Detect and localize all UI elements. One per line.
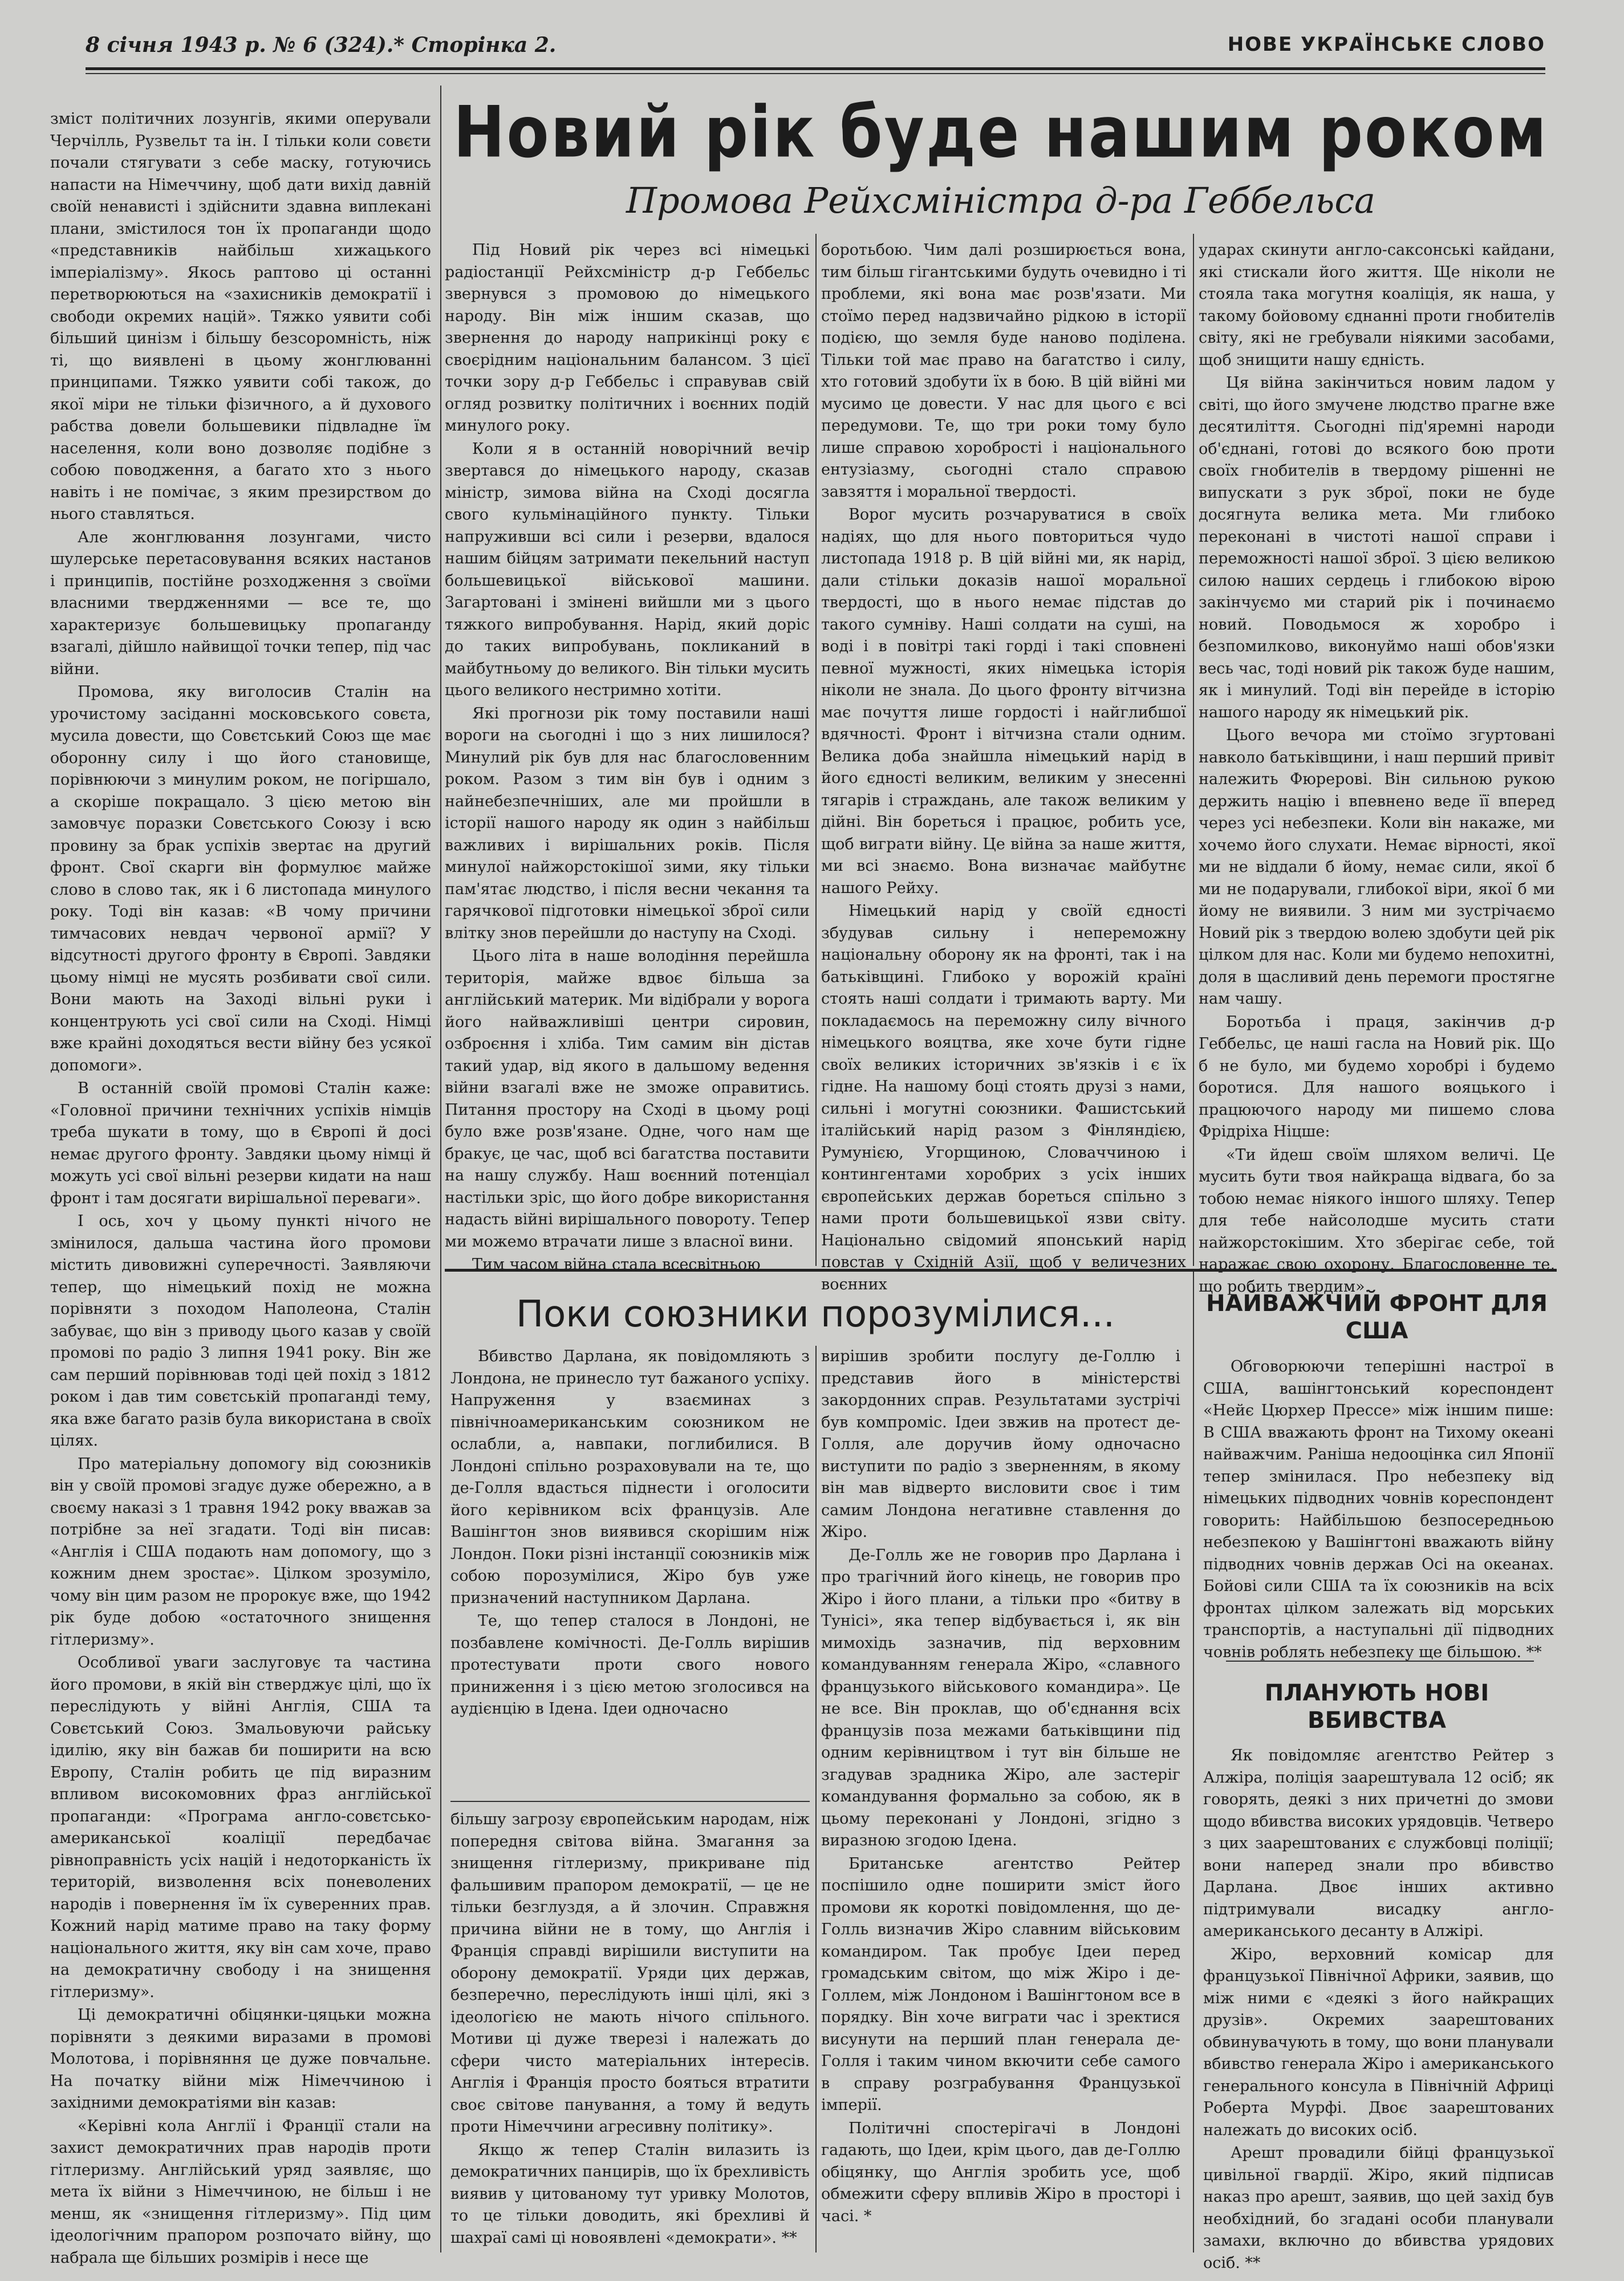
paragraph: Як повідомляє агентство Рейтер з Алжіра, поліція заарештувала 12 осіб; як говорять, деякі з них причетні до змови щодо вбивства високих урядовців. Четверо з цих заарештованих є службовці поліції; вони наперед знали про вбивство Дарлана. Двоє інших активно підтримували висадку англо-американського десанту в Алжірі.: [1203, 1747, 1554, 1940]
paragraph: Ці демократичні обіцянки-цяцьки можна порівняти з деякими виразами в промові Молотова, і порівняння це дуже повчальне. На початку війни між Німеччиною і західними демократіями він казав:: [50, 2006, 431, 2112]
murders-article-title: ПЛАНУЮТЬ НОВІ ВБИВСТВА: [1264, 1680, 1489, 1734]
newspaper-name: НОВЕ УКРАЇНСЬКЕ СЛОВО: [1227, 33, 1545, 56]
paragraph: І ось, хоч у цьому пункті нічого не змінилося, дальша частина його промови містить дивовижні суперечності. Заявляючи тепер, що німецький похід не можна порівняти з походом Наполеона, Сталін забуває, що він з приводу цього казав у своїй промові по радіо 3 липня 1941 року. Він же сам перший порівнював тоді цей похід з 1812 роком і дав тим совєтській пропаганді тему, яка вже багато разів була використана в своїх цілях.: [50, 1212, 431, 1450]
paragraph: Цього вечора ми стоїмо згуртовані навколо батьківщини, і наш перший привіт належить Фюрерові. Він сильною рукою держить націю і впевнено веде її вперед через усі небезпеки. Коли він накаже, ми хочемо його слухати. Немає вірності, якої ми не віддали б йому, немає сили, якої б ми не подарували, глибокої віри, якої б ми йому не виявили. З ним ми зустрічаємо Новий рік з твердою волею здобути цей рік цілком для нас. Коли ми будемо непохитні, доля в щасливий день перемоги простягне нам чашу.: [1199, 726, 1555, 1008]
paragraph: Коли я в останній новорічний вечір звертався до німецького народу, сказав міністр, зимова війна на Сході досягла свого кульмінаційного пункту. Тільки напруживши всі сили і резерви, вдалося нашим бійцям затримати пекельний наступ большевицької військової машини. Загартовані і змінені вийшли ми з цього тяжкого випробування. Нарід, який доріс до таких випробувань, покликаний в майбутньому до великого. Він тільки мусить цього великого нестримно хотіти.: [445, 440, 810, 699]
issue-date: 8 січня 1943 р. № 6 (324).* Сторінка 2.: [86, 33, 557, 57]
paragraph: зміст політичних лозунгів, якими оперували Черчілль, Рузвельт та ін. І тільки коли совєти почали стягувати з себе маску, готуючись напасти на Німеччину, щоб дати вихід давній своїй ненависті і здійснити здавна виплекані плани, змістилося тон їх пропаганди щодо «представників найбільш хижацького імперіалізму». Якось раптово ці останні перетворюються на «захисників демократії і свободи окремих націй». Тяжко уявити собі більший цинізм і більшу безсоромність, ніж ті, що виявлені в цьому жонглюванні принципами. Тяжко уявити собі також, до якої міри не тільки фізичного, а й духового рабства довели большевики підвладне їм населення, коли воно дозволяє подібне з собою поводження, а багато хто з нього навіть і не помічає, з яким презирством до нього ставляться.: [50, 110, 431, 523]
column-divider: [440, 86, 441, 2252]
continuation-rule: [450, 1801, 810, 1802]
column-divider: [1193, 234, 1194, 1266]
section-rule: [445, 1269, 1557, 1272]
paragraph: ударах скинути англо-саксонські кайдани, які стискали його життя. Ще ніколи не стояла така могутня коаліція, як наша, у такому бойовому єднанні проти гнобителів світу, які не гребували ніякими засобами, щоб знищити нашу єдність.: [1199, 241, 1555, 369]
paragraph: Обговорюючи теперішні настрої в США, вашінгтонський кореспондент «Нейє Цюрхер Прессе» між іншим пише: В США вважають фронт на Тихому океані найважчим. Раніша недооцінка сил Японії тепер змінилася. Про небезпеку від німецьких підводних човнів кореспондент говорить: Найбільшою безпосередньою небезпекою у Вашінгтоні вважають війну підводних човнів держав Осі на океанах. Бойові сили США та їх союзників на всіх фронтах цілком залежать від морських транспортів, а наступальні дії підводних човнів роблять небезпеку ще більшою. **: [1203, 1358, 1554, 1661]
page-header: [86, 27, 1545, 67]
paragraph: Те, що тепер сталося в Лондоні, не позбавлене комічності. Де-Голль вирішив протестувати проти свого нового приниження і з цією метою зголосився на аудієнцію в Ідена. Ідеи одночасно: [450, 1612, 810, 1718]
paragraph: Політичні спостерігачі в Лондоні гадають, що Ідеи, крім цього, дав де-Голлю обіцянку, що Англія зробить усе, щоб обмежити сферу впливів Жіро в просторі і часі. *: [821, 2119, 1180, 2225]
header-rule-thin: [86, 73, 1545, 74]
paragraph: Промова, яку виголосив Сталін на урочистому засіданні московського совєта, мусила довести, що Совєтський Союз ще має оборонну силу і що його становище, порівнюючи з минулим роком, не погіршало, а скоріше покращало. З цією метою він замовчує поразки Совєтського Союзу і всю провину за брак успіхів звертає на другий фронт. Свої скарги він формулює майже слово в слово так, як і 6 листопада минулого року. Тоді він казав: «В чому причини тимчасових невдач червоної армії? У відсутності другого фронту в Європі. Завдяки цьому німці не мусять розбивати свої сили. Вони мають на Заході вільні руки і концентрують усі свої сили на Сході. Німці вже крайні доходяться вести війну без усякої допомоги».: [50, 683, 431, 1074]
paragraph: Боротьба і праця, закінчив д-р Геббельс, це наші гасла на Новий рік. Що б не було, ми будемо хоробрі і будемо боротися. Для нашого вояцького і працюючого народу ми пишемо слова Фрідріха Ніцше:: [1199, 1013, 1555, 1140]
paragraph: Які прогнози рік тому поставили наші вороги на сьогодні і що з них лишилося? Минулий рік був для нас благословенним роком. Разом з тим він був і одним з найнебезпечніших, але ми пройшли в історії нашого народу як один з найбільш важливих і вирішальних років. Після минулої найжорстокішої зими, яку тільки пам'ятає людство, і після весни чекання та гарячкової підготовки німецької зброї сили влітку знов перейшли до наступу на Сході.: [445, 704, 810, 942]
paragraph: В останній своїй промові Сталін каже: «Головної причини технічних успіхів німців треба шукати в тому, що в Європі й досі немає другого фронту. Завдяки цьому німці й можуть усі свої вільні резерви кидати на наш фронт і там досягати вирішальної переваги».: [50, 1079, 431, 1207]
allies-article-title: Поки союзники порозумілися...: [515, 1293, 1115, 1336]
paragraph: вирішив зробити послугу де-Голлю і представив його в міністерстві закордонних справ. Результатами зустрічі був компроміс. Ідеи звжив на протест де-Голля, але доручив йому одночасно виступити по радіо з зверненням, в якому він мав відверто висловити своє і тим самим Лондона негативне ставлення до Жіро.: [821, 1348, 1180, 1541]
main-article-column-1: [445, 240, 810, 1273]
main-article-title: Новий рік буде нашим роком: [453, 91, 1548, 174]
paragraph: більшу загрозу європейським народам, ніж попередня світова війна. Змагання за знищення гітлеризму, прикриване під фальшивим прапором демократії, — це не тільки безглуздя, а й злочин. Справжня причина війни не в тому, що Англія і Франція справді вирішили виступити на оборону демократії. Уряди цих держав, безперечно, переслідують інші цілі, які з ідеологією не мають нічого спільного. Мотиви ці дуже тверезі і належать до сфери чисто матеріальних інтересів. Англія і Франція просто бояться втратити своє світове панування, а тому й ведуть проти Німеччини агресивну політику».: [450, 1811, 810, 2136]
paragraph: Арешт провадили бійці французької цивільної гвардії. Жіро, який підписав наказ про арешт, заявив, що цей захід був необхідний, бо згадані особи планували замахи, включно до вбивства урядових осіб. **: [1203, 2144, 1554, 2272]
usa-article-title: НАЙВАЖЧИЙ ФРОНТ ДЛЯ США: [1206, 1290, 1548, 1344]
paragraph: Британське агентство Рейтер поспішило одне поширити зміст його промови як короткі повідомлення, що де-Голль визначив Жіро славним військовим командиром. Так пробує Ідеи перед громадським світом, що між Жіро і де-Голлем, між Лондоном і Вашінгтоном все в порядку. Він хоче виграти час і зректися висунути на перший план генерала де-Голля і таким чином вкючити себе самого в справу розграбування Французької імперії.: [821, 1854, 1180, 2114]
paragraph: Під Новий рік через всі німецькі радіостанції Рейхсміністр д-р Геббельс звернувся з промовою до німецького народу. Він між іншим сказав, що звернення до народу наприкінці року є своєрідним національним балансом. З цієї точки зору д-р Геббельс і справував свій огляд розвитку політичних і воєнних подій минулого року.: [445, 241, 810, 435]
header-rule: [86, 67, 1545, 70]
column-divider: [1193, 1272, 1194, 2252]
paragraph: Вбивство Дарлана, як повідомляють з Лондона, не принесло тут бажаного успіху. Напруження у взаєминах з північноамериканським союзником не ослабли, а, навпаки, поглибилися. В Лондоні спільно розраховували на те, що де-Голля вдасться піднести і оголосити його керівником всіх французів. Але Вашінгтон знов виявився скорішим ніж Лондон. Поки різні інстанції союзників між собою порозумілися, Жіро був уже призначений наступником Дарлана.: [450, 1348, 810, 1607]
paragraph: «Керівні кола Англії і Франції стали на захист демократичних прав народів проти гітлеризму. Англійський уряд заявляє, що мета їх війни з Німеччиною, не більш і не менш, як «знищення гітлеризму». Під цим ідеологічним прапором розпочато війну, що набрала ще більших розмірів і несе ще: [50, 2117, 431, 2267]
main-article-subtitle: Промова Рейхсміністра д-ра Геббельса: [626, 180, 1376, 221]
paragraph: боротьбою. Чим далі розширюється вона, тим більш гігантськими будуть очевидно і ті проблеми, які вона має розв'язати. Ми стоїмо перед надзвичайно рідкою в історії подією, що земля буде наново поділена. Тільки той має право на багатство і силу, хто готовий здобути їх в бою. В цій війні ми мусимо це довести. У нас для цього є всі передумови. Те, що три роки тому було лише справою хоробрості і національного ентузіазму, сьогодні стало справою завзяття і моральної твердості.: [821, 241, 1186, 501]
paragraph: Про матеріальну допомогу від союзників він у своїй промові згадує дуже обережно, а в своєму наказі з 1 травня 1942 року вважав за потрібне за неї згадати. Тоді він писав: «Англія і США подають нам допомогу, що з кожним днем зростає». Цілком зрозуміло, чому він цим разом не пророкує вже, що 1942 рік буде добою «остаточного знищення гітлеризму».: [50, 1455, 431, 1649]
paragraph: Жіро, верховний комісар для французької Північної Африки, заявив, що між ними є «деякі з його найкращих друзів». Окремих заарештованих обвинувачують в тому, що вони планували вбивство генерала Жіро і американського генерального консула в Північній Африці Роберта Мурфі. Двоє заарештованих належать до високих осіб.: [1203, 1945, 1554, 2139]
usa-article-body: [1203, 1356, 1554, 1661]
section-rule: [1226, 1661, 1534, 1662]
column-divider: [815, 1346, 817, 2252]
column-divider: [815, 234, 817, 1266]
paragraph: Особливої уваги заслуговує та частина його промови, в якій він стверджує цілі, що їх переслідують у війні Англія, США та Совєтський Союз. Змальовуючи райську ідилію, яку він бажав би поширити на всю Европу, Сталін робить це під виразним впливом високомовних фраз англійської пропаганди: «Програма англо-совєтсько-американської коаліції передбачає рівноправність усіх націй і недоторканість їх територій, визволення всіх поневолених народів і повернення їм їх суверенних прав. Кожний нарід матиме право на таку форму національного життя, яку він сам хоче, право на демократичну свободу і на знищення гітлеризму».: [50, 1654, 431, 2001]
left-article-column: [50, 108, 431, 2267]
paragraph: Ворог мусить розчаруватися в своїх надіях, що для нього повториться чудо листопада 1918 р. В цій війні ми, як нарід, дали стільки доказів нашої моральної твердості, що в нього немає підстав до такого сумніву. Наші солдати на суші, на воді і в повітрі такі горді і такі сповнені певної мужності, яких німецька історія ніколи не знала. До цього фронту вітчизна має почуття лише гордості і найглибшої вдячності. Фронт і вітчизна стали одним. Велика доба знайшла німецький нарід в його єдності великим, великим у знесенні тягарів і страждань, але також великим у дійні. Він бореться і працює, робить усе, щоб виграти війну. Це війна за наше життя, ми всі знаємо. Вона визначає майбутнє нашого Рейху.: [821, 506, 1186, 897]
paragraph: Тим часом війна стала всесвітньою: [472, 1256, 761, 1273]
paragraph: Де-Голль же не говорив про Дарлана і про трагічний його кінець, не говорив про Жіро і його плани, а тільки про «битву в Тунісі», яка тепер відбувається і, як він мимохідь зазначив, під верховним командуванням генерала Жіро, «славного французького військового командира». Це не все. Він проклав, що об'єднання всіх французів поза межами батьківщини під одним керівництвом і тут він більше не згадував зрадника Жіро, але застеріг командування формально за собою, як в цьому переконані у Лондоні, згідно з виразною згодою Ідена.: [821, 1546, 1180, 1849]
paragraph: «Ти йдеш своїм шляхом величі. Це мусить бути твоя найкраща відвага, бо за тобою немає ніякого іншого шляху. Тепер для тебе найсолодше мусить стати найжорстокішим. Хто зберігає себе, той наражає свою охорону. Благословенне те, що робить твердим».: [1199, 1146, 1555, 1296]
main-article-column-2: [821, 240, 1186, 1293]
paragraph: Ця війна закінчиться новим ладом у світі, що його змучене людство прагне вже десятиліття. Сьогодні під'яремні народи об'єднані, готові до всякого бою проти своїх гнобителів в твердому рішенні не випускати з рук зброї, поки не буде досягнута велика мета. Ми глибоко переконані в чистоті нашої справи і переможності нашої зброї. З цією великою силою наших сердець і глибокою вірою закінчуємо ми старий рік і починаємо новий. Поводьмося ж хоробро і безпомилково, виконуймо наші обов'язки весь час, тоді новий рік також буде нашим, як і минулий. Тоді він перейде в історію нашого народу як німецький рік.: [1199, 374, 1555, 721]
paragraph: Німецький нарід у своїй єдності збудував сильну і непереможну національну оборону як на фронті, так і на батьківщині. Глибоко у ворожій країні стоять наші солдати і тримають варту. Ми покладаємось на переможну силу вічного німецького вояцтва, яке хоче бути гідне своїх великих історичних зв'язків і є їх гідне. На нашому боці стоять друзі з нами, сильні і могутні союзники. Фашистський італійський нарід разом з Фінляндією, Румунією, Угорщиною, Словаччиною і контингентами хоробрих з усіх інших європейських держав бореться спільно з нами проти большевицької язви світу. Національно свідомий японський нарід повстав у Східній Азії, щоб у величезних воєнних: [821, 902, 1186, 1293]
paragraph: Але жонглювання лозунгами, чисто шулерське перетасовування всяких настанов і принципів, постійне розходження з своїми власними твердженнями — все те, що характеризує большевицьку пропаганду взагалі, дійшло найвищої точки тепер, під час війни.: [50, 528, 431, 678]
allies-article-column-1: [450, 1346, 810, 1802]
allies-article-column-2: [821, 1346, 1180, 2252]
paragraph: Якщо ж тепер Сталін вилазить із демократичних панцирів, що їх брехливість виявив у цитованому тут уривку Молотов, то це тільки доводить, які брехливі й шахраї самі ці новоявлені «демократи». **: [450, 2141, 810, 2247]
allies-article-column-1-continued: [450, 1809, 810, 2254]
main-article-column-3: [1199, 240, 1555, 1296]
murders-article-body: [1203, 1745, 1554, 2272]
paragraph: Цього літа в наше володіння перейшла територія, майже вдвоє більша за англійський материк. Ми відібрали у ворога його найважливіші центри сировин, озброєння і хліба. Тим самим він дістав такий удар, від якого в дальшому ведення війни взагалі вже не зможе оправитись. Питання простору на Сході в цьому році було вже розв'язане. Одне, чого нам ще бракує, це час, щоб всі багатства поставити на нашу службу. Наш воєнний потенціал настільки зріс, що його добре використання надасть війні вирішального повороту. Тепер ми можемо втрачати лише з власної вини.: [445, 947, 810, 1251]
